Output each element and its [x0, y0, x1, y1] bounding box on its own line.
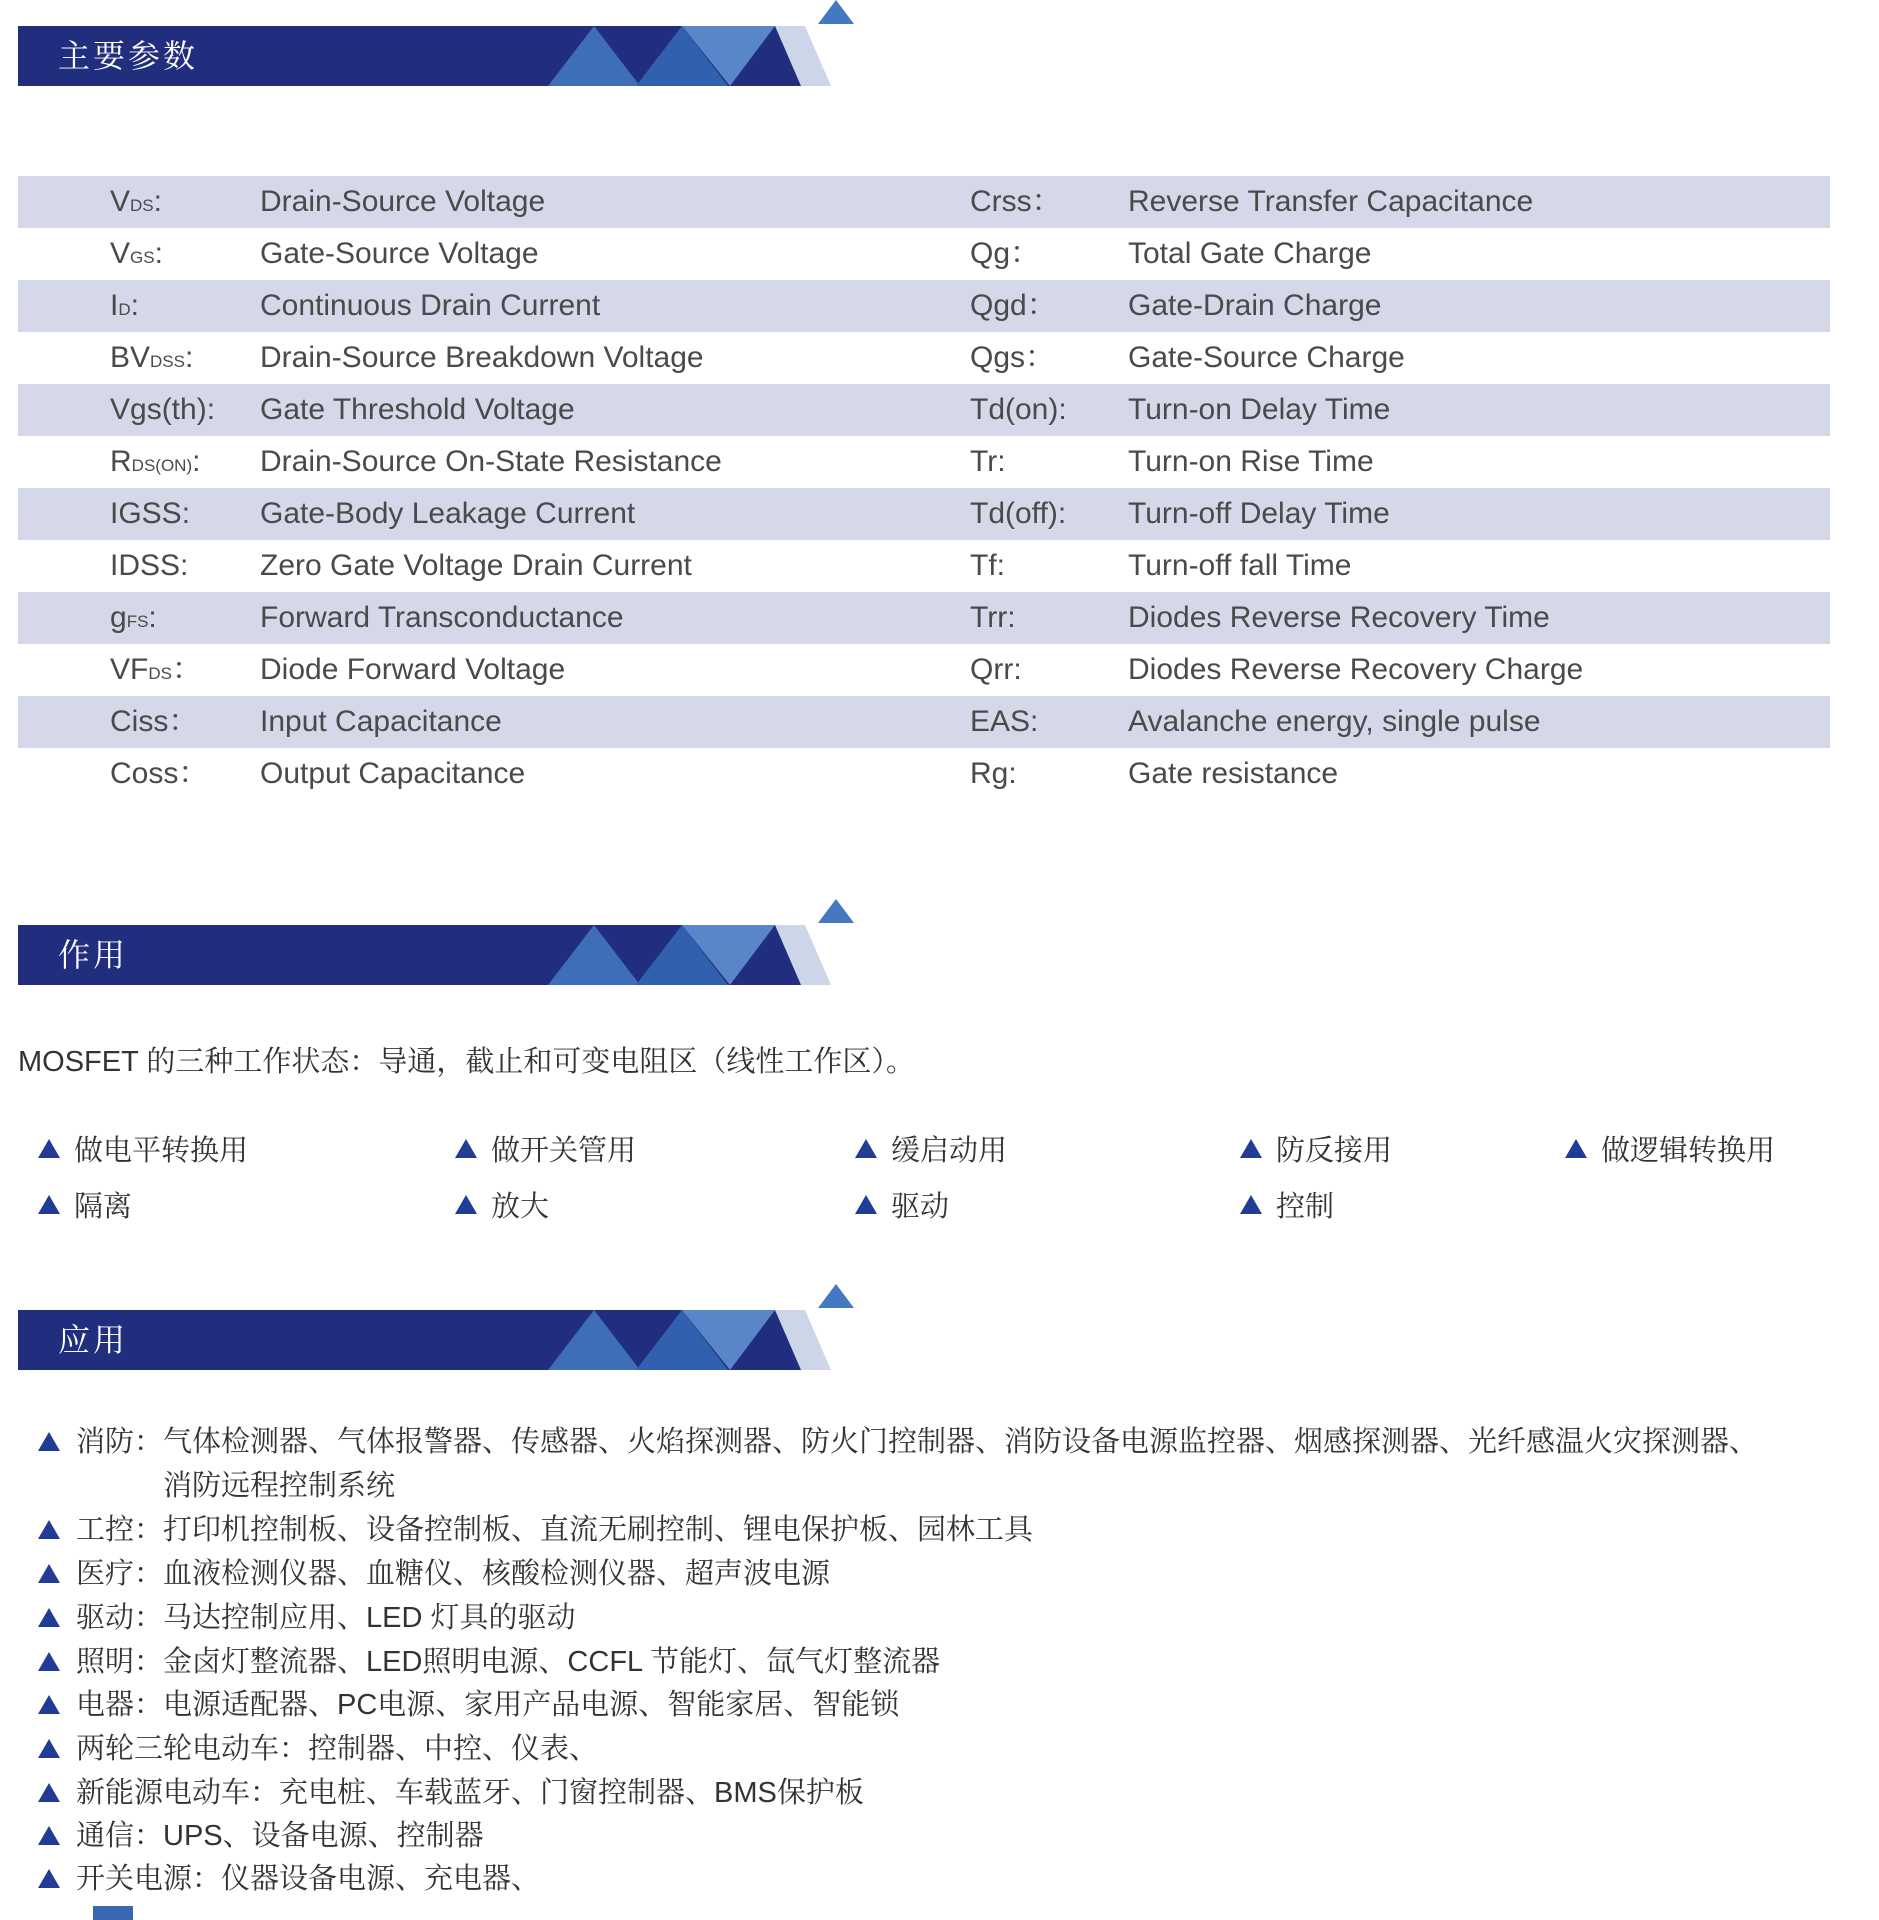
bullet-item [855, 1128, 1007, 1169]
param-desc: Total Gate Charge [1128, 237, 1372, 270]
triangle-bullet-icon [455, 1195, 477, 1214]
param-abbr: Coss： [110, 757, 209, 790]
app-item [38, 1640, 940, 1684]
bullet-label: 防反接用 [1276, 1135, 1393, 1167]
bullet-item [1565, 1128, 1775, 1169]
app-label: 照明： [76, 1646, 164, 1678]
app-text: 控制器、中控、仪表、 [308, 1733, 599, 1765]
param-desc: Drain-Source On-State Resistance [260, 445, 722, 478]
param-abbr: Qg： [970, 237, 1041, 270]
section-title: 作用 [58, 937, 129, 973]
app-label: 驱动： [76, 1602, 164, 1634]
param-abbr: Vgs(th): [110, 393, 216, 426]
param-desc: Turn-off fall Time [1128, 549, 1352, 582]
table-row [18, 332, 1830, 384]
small-triangle-icon [818, 899, 854, 923]
table-row [18, 592, 1830, 644]
param-desc: Output Capacitance [260, 757, 526, 790]
app-body [163, 1420, 1758, 1508]
table-row [18, 696, 1830, 748]
app-item [38, 1727, 598, 1771]
param-desc: Drain-Source Voltage [260, 185, 546, 218]
triangle-bullet-icon [855, 1195, 877, 1214]
banner-decoration [18, 1280, 878, 1372]
bullet-label: 缓启动用 [891, 1135, 1008, 1167]
param-abbr: gFS: [110, 601, 157, 634]
param-abbr: VGS: [110, 237, 163, 270]
page-bottom-crop-mark [93, 1906, 133, 1920]
table-row [18, 384, 1830, 436]
bullet-label: 隔离 [74, 1191, 133, 1223]
param-desc: Turn-off Delay Time [1128, 497, 1390, 530]
param-desc: Diodes Reverse Recovery Time [1128, 601, 1550, 634]
triangle-bullet-icon [38, 1195, 60, 1214]
banner-function [18, 895, 878, 987]
app-text: 充电桩、车载蓝牙、门窗控制器、BMS保护板 [279, 1777, 864, 1809]
triangle-bullet-icon [855, 1139, 877, 1158]
param-desc: Avalanche energy, single pulse [1128, 705, 1541, 738]
param-abbr: BVDSS: [110, 341, 194, 374]
param-desc: Forward Transconductance [260, 601, 624, 634]
table-row [18, 176, 1830, 228]
param-abbr: Qgs： [970, 341, 1056, 374]
param-abbr: ID: [110, 289, 139, 322]
table-row [18, 488, 1830, 540]
table-row [18, 280, 1830, 332]
param-abbr: RDS(ON): [110, 445, 201, 478]
section-title: 主要参数 [58, 38, 199, 74]
app-text: 打印机控制板、设备控制板、直流无刷控制、锂电保护板、园林工具 [163, 1514, 1034, 1546]
param-abbr: Tr: [970, 445, 1006, 478]
param-desc: Gate resistance [1128, 757, 1339, 790]
section-title: 应用 [58, 1322, 129, 1358]
param-subscript: D [118, 300, 131, 319]
param-abbr: Qgd： [970, 289, 1057, 322]
triangle-bullet-icon [38, 1432, 60, 1451]
bullet-item [455, 1184, 549, 1225]
triangle-bullet-icon [38, 1695, 60, 1714]
param-desc: Diodes Reverse Recovery Charge [1128, 653, 1584, 686]
bullet-label: 驱动 [891, 1191, 950, 1223]
param-desc: Drain-Source Breakdown Voltage [260, 341, 704, 374]
param-subscript: DS(ON) [131, 456, 193, 475]
app-label: 工控： [76, 1514, 164, 1546]
banner-applications [18, 1280, 878, 1372]
table-row [18, 436, 1830, 488]
param-abbr: Ciss： [110, 705, 199, 738]
param-abbr: EAS: [970, 705, 1039, 738]
param-abbr: VFDS： [110, 653, 202, 686]
bullet-item [1240, 1128, 1392, 1169]
app-label: 两轮三轮电动车： [76, 1733, 309, 1765]
bullet-label: 做电平转换用 [74, 1135, 249, 1167]
app-label: 新能源电动车： [76, 1777, 280, 1809]
param-desc: Continuous Drain Current [260, 289, 601, 322]
app-text: UPS、设备电源、控制器 [163, 1820, 484, 1852]
small-triangle-icon [818, 1284, 854, 1308]
app-text: 金卤灯整流器、LED照明电源、CCFL 节能灯、氙气灯整流器 [163, 1646, 941, 1678]
bullet-item [455, 1128, 636, 1169]
param-abbr: Trr: [970, 601, 1016, 634]
param-desc: Input Capacitance [260, 705, 502, 738]
app-item [38, 1420, 1758, 1508]
param-desc: Turn-on Rise Time [1128, 445, 1374, 478]
triangle-bullet-icon [38, 1826, 60, 1845]
param-desc: Gate-Body Leakage Current [260, 497, 636, 530]
param-abbr: Tf: [970, 549, 1006, 582]
param-desc: Gate-Source Charge [1128, 341, 1405, 374]
table-row [18, 748, 1830, 800]
param-desc: Turn-on Delay Time [1128, 393, 1391, 426]
app-label: 电器： [76, 1689, 164, 1721]
app-item [38, 1683, 899, 1727]
app-item [38, 1552, 830, 1596]
triangle-bullet-icon [38, 1564, 60, 1583]
table-row [18, 228, 1830, 280]
bullet-item [38, 1184, 132, 1225]
app-label: 消防： [76, 1426, 164, 1458]
app-label: 开关电源： [76, 1863, 222, 1895]
triangle-bullet-icon [1565, 1139, 1587, 1158]
triangle-bullet-icon [1240, 1195, 1262, 1214]
triangle-bullet-icon [1240, 1139, 1262, 1158]
param-desc: Diode Forward Voltage [260, 653, 566, 686]
param-abbr: Td(on): [970, 393, 1067, 426]
triangle-bullet-icon [38, 1869, 60, 1888]
param-abbr: Td(off): [970, 497, 1067, 530]
app-item [38, 1771, 864, 1815]
param-subscript: FS [126, 612, 149, 631]
bullet-label: 做开关管用 [491, 1135, 637, 1167]
banner-main-params [18, 0, 878, 88]
app-item [38, 1857, 540, 1901]
app-item [38, 1814, 484, 1858]
bullet-item [38, 1128, 248, 1169]
param-subscript: DS [130, 196, 154, 215]
bullet-label: 放大 [491, 1191, 550, 1223]
app-item [38, 1596, 576, 1640]
triangle-bullet-icon [455, 1139, 477, 1158]
bullet-item [1240, 1184, 1334, 1225]
bullet-label: 做逻辑转换用 [1601, 1135, 1776, 1167]
app-text: 血液检测仪器、血糖仪、核酸检测仪器、超声波电源 [163, 1558, 831, 1590]
param-abbr: Rg: [970, 757, 1017, 790]
triangle-bullet-icon [38, 1520, 60, 1539]
function-intro: MOSFET 的三种工作状态：导通，截止和可变电阻区（线性工作区）。 [18, 1046, 915, 1078]
triangle-bullet-icon [38, 1139, 60, 1158]
param-abbr: VDS: [110, 185, 162, 218]
param-desc: Zero Gate Voltage Drain Current [260, 549, 692, 582]
app-text: 马达控制应用、LED 灯具的驱动 [163, 1602, 576, 1634]
param-abbr: IDSS: [110, 549, 189, 582]
app-text: 仪器设备电源、充电器、 [221, 1863, 541, 1895]
app-text: 气体检测器、气体报警器、传感器、火焰探测器、防火门控制器、消防设备电源监控器、烟感探测器、光纤感温火灾探测器、 [163, 1426, 1759, 1458]
param-subscript: DS [148, 664, 172, 683]
param-subscript: DSS [150, 352, 185, 371]
bullet-label: 控制 [1276, 1191, 1335, 1223]
bullet-item [855, 1184, 949, 1225]
param-abbr: Qrr: [970, 653, 1022, 686]
table-row [18, 540, 1830, 592]
param-desc: Reverse Transfer Capacitance [1128, 185, 1534, 218]
triangle-bullet-icon [38, 1652, 60, 1671]
app-text: 电源适配器、PC电源、家用产品电源、智能家居、智能锁 [163, 1689, 900, 1721]
triangle-bullet-icon [38, 1608, 60, 1627]
triangle-bullet-icon [38, 1783, 60, 1802]
app-item [38, 1508, 1033, 1552]
app-label: 医疗： [76, 1558, 164, 1590]
param-desc: Gate-Drain Charge [1128, 289, 1382, 322]
table-row [18, 644, 1830, 696]
param-table [18, 176, 1830, 800]
small-triangle-icon [818, 0, 854, 24]
param-desc: Gate-Source Voltage [260, 237, 539, 270]
param-abbr: Crss： [970, 185, 1062, 218]
app-text-continuation: 消防远程控制系统 [163, 1470, 396, 1502]
param-abbr: IGSS: [110, 497, 191, 530]
param-subscript: GS [130, 248, 155, 267]
param-desc: Gate Threshold Voltage [260, 393, 575, 426]
banner-decoration [18, 895, 878, 987]
app-label: 通信： [76, 1820, 164, 1852]
triangle-bullet-icon [38, 1739, 60, 1758]
